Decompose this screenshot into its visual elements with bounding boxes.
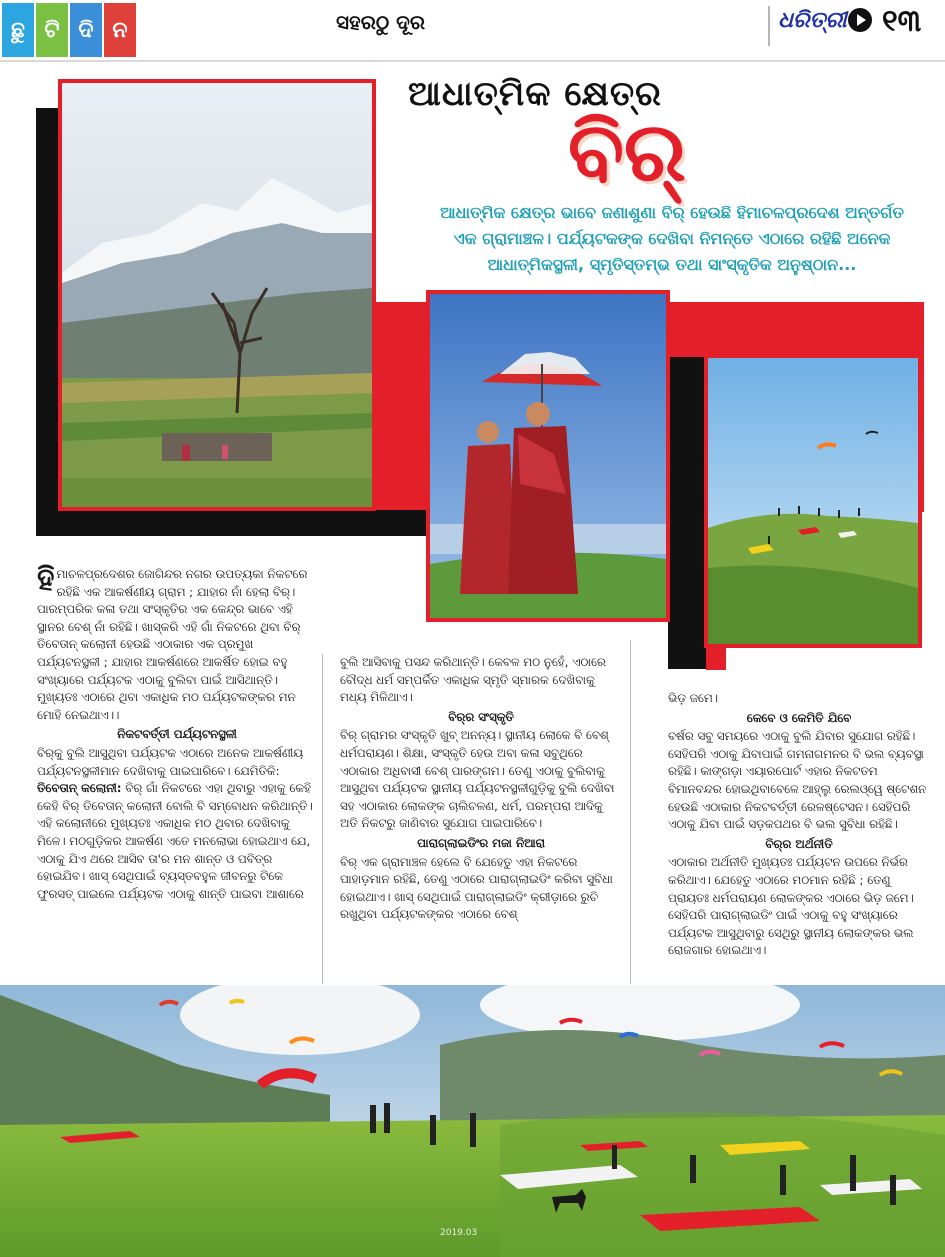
paragraph: ଏଠାକାର ଅର୍ଥନୀତି ମୁଖ୍ୟତଃ ପର୍ଯ୍ୟଟନ ଉପରେ ନିର୍ଭର କରିଥାଏ। ଯେହେତୁ ଏଠାରେ ମଠମାନ ରହିଛି ; ତେଣୁ ପ୍ରାୟତଃ ଧର୍ମପରାୟଣ ଲୋକଙ୍କର ଏଠାରେ ଭିଡ଼ ଜମେ। ସେହିପରି ପାରାଗ୍ଲାଇଡିଂ ପାଇଁ ଏଠାକୁ ବହୁ ସଂଖ୍ୟାରେ ପର୍ଯ୍ୟଟକ ଆସୁଥିବାରୁ ସେଥିରୁ ସ୍ଥାନୀୟ ଲୋକଙ୍କର ଭଲ ରୋଜଗାର ହୋଇଥାଏ। xyxy=(668,855,914,958)
subheading: ବିର୍‌ର ଅର୍ଥନୀତି xyxy=(765,836,833,851)
subheading: ନିକଟବର୍ତ୍ତୀ ପର୍ଯ୍ୟଟନସ୍ଥଳୀ xyxy=(117,727,237,742)
photo-mountain-tree xyxy=(58,79,376,511)
paragraph: ବିର୍ ଗ୍ରାମର ସଂସ୍କୃତି ଖୁବ୍ ଅନନ୍ୟ। ସ୍ଥାନୀୟ ଲୋକେ ବି ବେଶ୍ ଧର୍ମପରାୟଣ। ଶିକ୍ଷା, ସଂସ୍କୃତି ହେଉ ଅବା କଳା ସବୁଥିରେ ଏଠାକାର ଅଧିବାସୀ ବେଶ୍ ପାରଙ୍ଗମ। ତେଣୁ ଏଠାକୁ ବୁଲିବାକୁ ଆସୁଥିବା ପର୍ଯ୍ୟଟକ ସ୍ଥାନୀୟ ପର୍ଯ୍ୟଟନସ୍ଥଳୀଗୁଡ଼ିକୁ ବୁଲି ଦେଖିବା ସହ ଏଠାକାର ଲୋକଙ୍କ ଚାଲିଚଳଣ, ଧର୍ମ, ପରମ୍ପରା ଆଦିକୁ ଅତି ନିକଟରୁ ଜାଣିବାର ସୁଯୋଗ ପାଇପାରିବେ। xyxy=(340,728,615,831)
paragraph: ବିର୍ ଗାଁ ନିକଟରେ ଏହା ଥିବାରୁ ଏହାକୁ କେହି କେହି ବିର୍ ତିବେତାନ୍ କଲୋନୀ ବୋଲି ବି ସମ୍ବୋଧନ କରିଥାନ୍ତି। ଏହି କଲୋନୀରେ ମୁଖ୍ୟତଃ ଏକାଧିକ ମଠ ଥିବାର ଦେଖିବାକୁ ମିଳେ। ମଠଗୁଡ଼ିକର ଆକର୍ଷଣ ଏତେ ମନଲୋଭା ହୋଇଥାଏ ଯେ, ଏଠାକୁ ଯିଏ ଥରେ ଆସିବ ତା'ର ମନ ଶାନ୍ତ ଓ ପବିତ୍ର ହୋଇଯିବ। ଖାସ୍ ସେଥିପାଇଁ ବ୍ୟସ୍ତବହୁଳ ଜୀବନରୁ ଟିକେ ଫୁରସତ୍ ପାଇଲେ ପର୍ଯ୍ୟଟକ ଏଠାକୁ ଶାନ୍ତି ପାଇବା ଆଶାରେ xyxy=(37,781,313,901)
intro-text: ଆଧାତ୍ମିକ କ୍ଷେତ୍ର ଭାବେ ଜଣାଶୁଣା ବିର୍ ହେଉଛି ହିମାଚଳପ୍ରଦେଶ ଅନ୍ତର୍ଗତ ଏକ ଗ୍ରାମାଞ୍ଚଳ। ପର୍ଯ୍ୟଟକଙ୍କ ଦେଖିବା ନିମନ୍ତେ ଏଠାରେ ରହିଛି ଅନେକ ଆଧାତ୍ମିକସ୍ଥଳୀ, ସ୍ମୃତିସ୍ତମ୍ଭ ତଥା ସାଂସ୍କୃତିକ ଅନୁଷ୍ଠାନ... xyxy=(440,203,904,274)
article-column-1 xyxy=(37,562,317,903)
page-number: ୧୩ xyxy=(882,4,922,39)
section-tile-1: ଛୁ xyxy=(2,3,34,57)
photo-monks-umbrella xyxy=(426,290,670,622)
lead-in: ତିବେତାନ୍ କଲୋନୀ: xyxy=(37,781,122,796)
subheading: କେବେ ଓ କେମିତି ଯିବେ xyxy=(746,710,852,725)
photo-paragliding-field xyxy=(0,985,945,1257)
paragraph: ବିର୍‌କୁ ବୁଲି ଆସୁଥିବା ପର୍ଯ୍ୟଟକ ଏଠାରେ ଅନେକ ଆକର୍ଷଣୀୟ ପର୍ଯ୍ୟଟନସ୍ଥଳୀମାନ ଦେଖିବାକୁ ପାଇପାରିବେ। ଯେମିତିକି: xyxy=(37,745,304,778)
drop-cap: ହି xyxy=(37,562,55,597)
photo-paragliding-hill xyxy=(704,354,922,648)
paragraph: ମାଚଳପ୍ରଦେଶର ଜୋଗିନ୍ଦର ନଗର ଉପତ୍ୟକା ନିକଟରେ ରହିଛି ଏକ ଆକର୍ଷଣୀୟ ଗ୍ରାମ ; ଯାହାର ନାଁ ହେଲା ବିର୍। ପାରମ୍ପରିକ କଳା ତଥା ସଂସ୍କୃତିର ଏକ କେନ୍ଦ୍ର ଭାବେ ଏହି ସ୍ଥାନର ବେଶ୍ ନାଁ ରହିଛି। ଖାସ୍‌କରି ଏହି ଗାଁ ନିକଟରେ ଥିବା ବିର୍ ତିବେତାନ୍ କଲୋନୀ ହେଉଛି ଏଠାକାର ଏକ ପ୍ରମୁଖ ପର୍ଯ୍ୟଟନସ୍ଥଳୀ ; ଯାହାର ଆକର୍ଷଣରେ ଆକର୍ଷିତ ହୋଇ ବହୁ ସଂଖ୍ୟାରେ ପର୍ଯ୍ୟଟକ ଏଠାକୁ ବୁଲିବା ପାଇଁ ଆସିଥାନ୍ତି। ମୁଖ୍ୟତଃ ଏଠାରେ ଥିବା ଏକାଧିକ ମଠ ପର୍ଯ୍ୟଟକଙ୍କର ମନ ମୋହି ନେଇଥାଏ।। xyxy=(37,567,308,722)
header-divider xyxy=(768,6,770,46)
paragraph: ବିର୍ ଏକ ଗ୍ରାମାଞ୍ଚଳ ହେଲେ ବି ଯେହେତୁ ଏହା ନିକଟରେ ପାହାଡ଼ମାନ ରହିଛି, ତେଣୁ ଏଠାରେ ପାରାଗ୍ଲାଇଡିଂ କରିବା ସୁବିଧା ହୋଇଥାଏ। ଖାସ୍ ସେଥିପାଇଁ ପାରାଗ୍ଲାଇଡିଂ କ୍ରୀଡ଼ାରେ ରୁଚି ରଖୁଥିବା ପର୍ଯ୍ୟଟକଙ୍କର ଏଠାରେ ବେଶ୍ xyxy=(340,854,613,922)
paragraph: ବର୍ଷର ସବୁ ସମୟରେ ଏଠାକୁ ବୁଲି ଯିବାର ସୁଯୋଗ ରହିଛି। ସେହିପରି ଏଠାକୁ ଯିବାପାଇଁ ଗମନାଗମନର ବି ଭଲ ବ୍ୟବସ୍ଥା ରହିଛି। କାଙ୍ଗଡ଼ା ଏୟାରପୋର୍ଟ ଏହାର ନିକଟତମ ବିମାନବନ୍ଦର ହୋଇଥିବାବେଳେ ଆହ୍ଲୁ ରେଲଓ୍ୱେ ଷ୍ଟେଶନ ହେଉଛି ଏଠାକାର ନିକଟବର୍ତ୍ତୀ ରେଳଷ୍ଟେସନ। ସେହିପରି ଏଠାକୁ ଯିବା ପାଇଁ ସଡ଼କପଥର ବି ଭଲ ସୁବିଧା ରହିଛି। xyxy=(668,729,927,832)
paragraph: ବୁଲି ଆସିବାକୁ ପସନ୍ଦ କରିଥାନ୍ତି। କେବଳ ମଠ ନୁହେଁ, ଏଠାରେ ବୌଦ୍ଧ ଧର୍ମ ସମ୍ପର୍କିତ ଏକାଧିକ ସ୍ମୃତି ସ୍ମାରକ ଦେଖିବାକୁ ମଧ୍ୟ ମିଳିଥାଏ। xyxy=(340,655,606,705)
header-rule xyxy=(0,60,945,62)
article-column-3 xyxy=(668,690,930,960)
article-column-2 xyxy=(340,654,622,924)
headline: ବିର୍ xyxy=(568,105,687,200)
photo-date-stamp: 2019.03 xyxy=(440,1228,478,1238)
section-tile-2: ଟି xyxy=(36,3,68,57)
section-tile-3: ଦି xyxy=(70,3,102,57)
kicker-heading: ଆଧାତ୍ମିକ କ୍ଷେତ୍ର xyxy=(408,74,662,114)
play-icon xyxy=(848,8,872,32)
paragraph: ଭିଡ଼ ଜମେ। xyxy=(668,691,718,705)
subheading: ବିର୍‌ର ସଂସ୍କୃତି xyxy=(448,709,514,724)
section-title: ସହରଠୁ ଦୂର xyxy=(336,10,426,34)
black-frame-bottom xyxy=(36,510,428,536)
page-header xyxy=(0,0,945,62)
column-rule xyxy=(322,654,323,984)
brand-logo: ଧରିତ୍ରୀ xyxy=(778,8,847,33)
column-rule xyxy=(630,640,631,984)
section-tile-4: ନ xyxy=(104,3,136,57)
subheading: ପାରାଗ୍ଲାଇଡିଂର ମଜା ନିଆରା xyxy=(417,835,545,850)
